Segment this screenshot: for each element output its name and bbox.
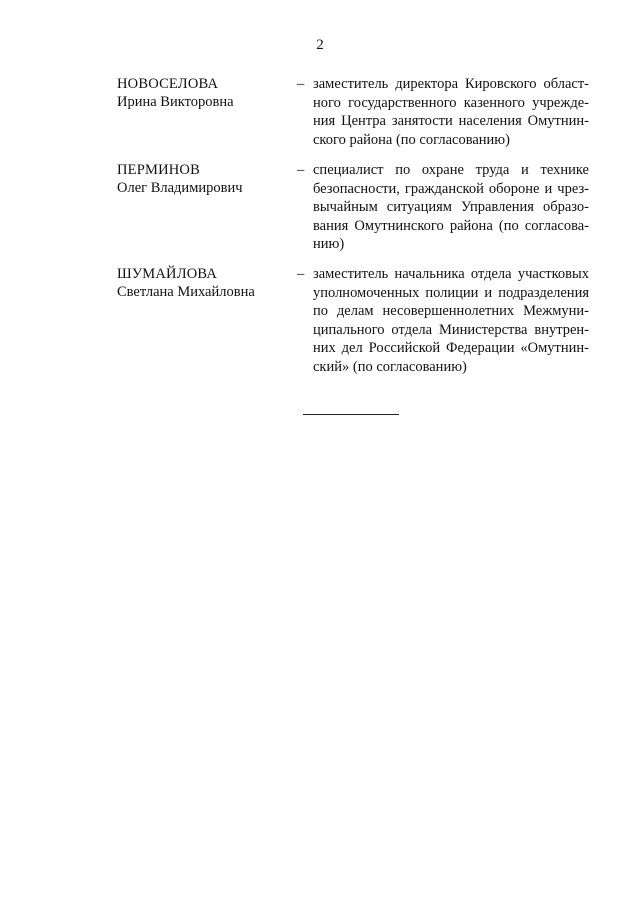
member-given-name: Ирина Викторовна	[117, 94, 234, 110]
role-line: заместитель начальника отдела участковых	[313, 266, 589, 282]
role-line: ского района (по согласованию)	[313, 131, 510, 148]
member-given-name: Светлана Михайловна	[117, 284, 255, 300]
role-line: нию)	[313, 236, 345, 252]
member-role	[313, 162, 589, 255]
role-line: ного государственного казенного учрежде-	[313, 94, 589, 111]
role-line: них дел Российской Федерации «Омутнин-	[313, 340, 589, 356]
role-line: безопасности, гражданской обороне и чрез-	[313, 180, 589, 197]
role-line: ния Центра занятости населения Омутнин-	[313, 113, 589, 129]
role-line: заместитель директора Кировского област-	[313, 76, 589, 92]
role-line: специалист по охране труда и технике	[313, 162, 589, 178]
role-line: ский» (по согласованию)	[313, 358, 467, 375]
end-of-list-rule	[303, 414, 399, 415]
member-given-name: Олег Владимирович	[117, 180, 243, 196]
role-line: уполномоченных полиции и подразделения	[313, 284, 589, 301]
dash-separator: –	[297, 266, 305, 282]
page-number: 2	[316, 37, 324, 53]
role-line: ципального отдела Министерства внутрен-	[313, 321, 589, 338]
role-line: по делам несовершеннолетних Межмуни-	[313, 303, 589, 319]
dash-separator: –	[297, 76, 305, 92]
member-surname: ШУМАЙЛОВА	[117, 266, 218, 282]
role-line: вания Омутнинского района (по согласова-	[313, 217, 589, 234]
member-role	[313, 266, 589, 377]
member-surname: ПЕРМИНОВ	[117, 162, 200, 178]
member-surname: НОВОСЕЛОВА	[117, 76, 219, 92]
member-role	[313, 76, 589, 150]
role-line: вычайным ситуациям Управления образо-	[313, 199, 589, 215]
dash-separator: –	[297, 162, 305, 178]
